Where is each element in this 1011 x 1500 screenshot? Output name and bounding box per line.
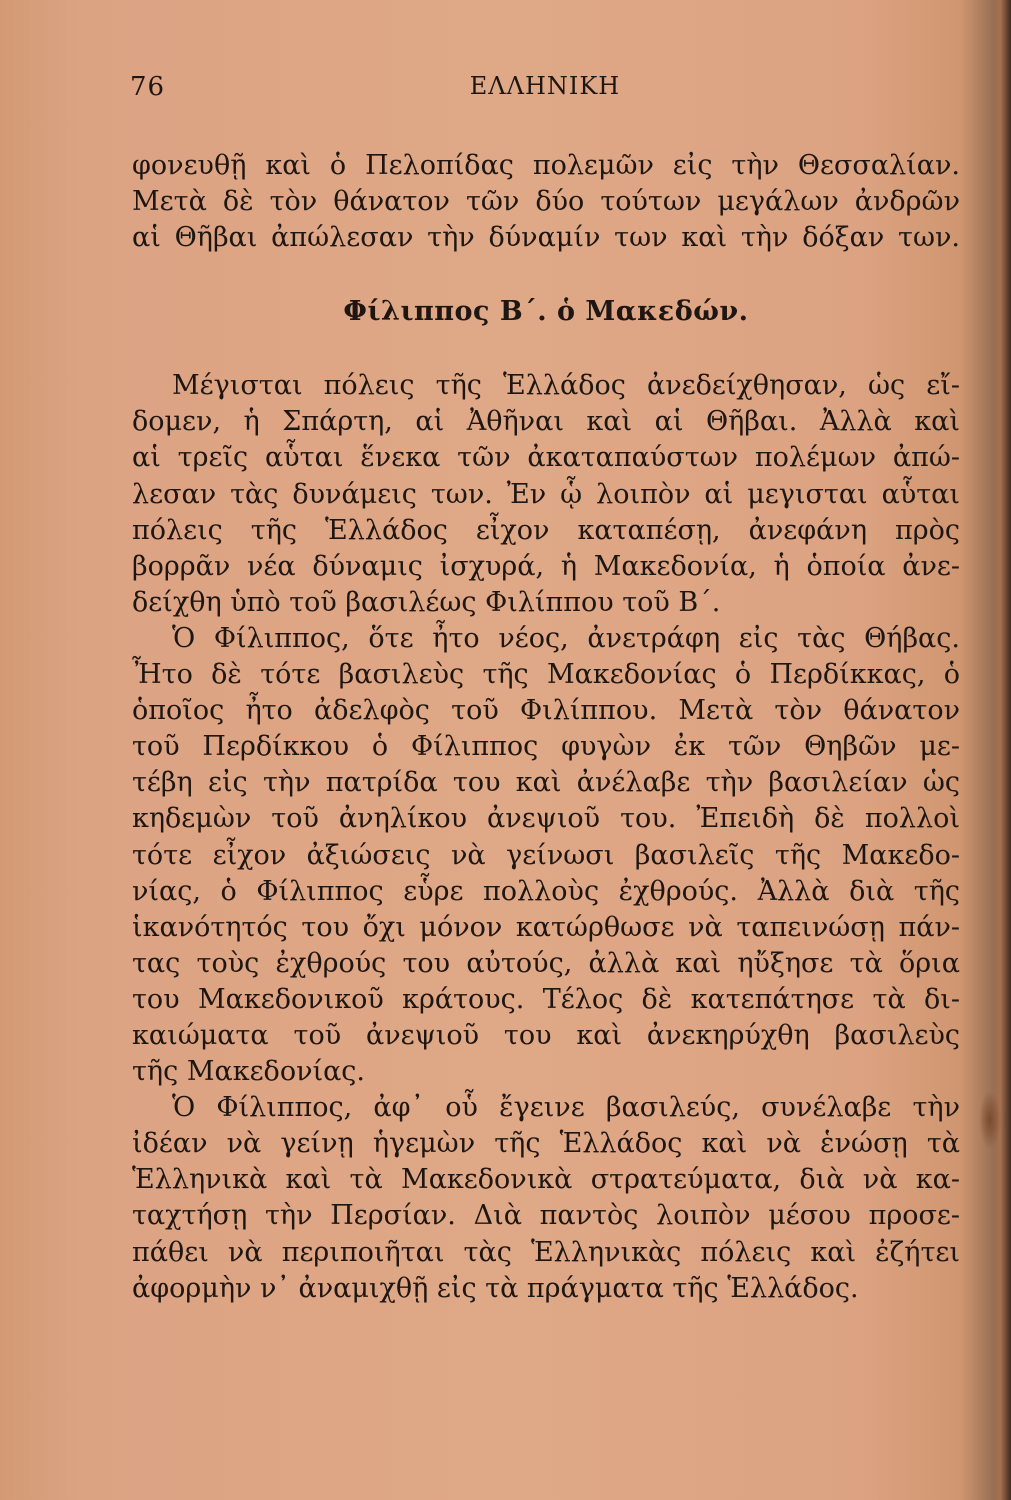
text-line: πάθει νὰ περιποιῆται τὰς Ἑλληνικὰς πόλεις καὶ ἐζήτει [132, 1236, 960, 1268]
running-head: ΕΛΛΗΝΙΚΗ [469, 72, 621, 100]
text-line: Ἦτο δὲ τότε βασιλεὺς τῆς Μακεδονίας ὁ Περδίκκας, ὁ [132, 659, 960, 691]
paragraph-3 [132, 1090, 960, 1307]
text-line: Ὁ Φίλιππος, ἀφ᾽ οὗ ἔγεινε βασιλεύς, συνέλαβε τὴν [172, 1092, 960, 1124]
text-line: νίας, ὁ Φίλιππος εὗρε πολλοὺς ἐχθρούς. Ἀλλὰ διὰ τῆς [132, 875, 960, 907]
paper-stain [979, 1090, 1001, 1150]
paragraph-1 [132, 368, 960, 621]
page-body [132, 148, 960, 1307]
text-line: Μετὰ δὲ τὸν θάνατον τῶν δύο τούτων μεγάλων ἀνδρῶν [132, 186, 960, 218]
text-line: Ἑλληνικὰ καὶ τὰ Μακεδονικὰ στρατεύματα, διὰ νὰ κα- [132, 1164, 960, 1196]
text-line: ἱκανότητός του ὄχι μόνον κατώρθωσε νὰ ταπεινώσῃ πάν- [132, 911, 960, 943]
text-line: δομεν, ἡ Σπάρτη, αἱ Ἀθῆναι καὶ αἱ Θῆβαι. Ἀλλὰ καὶ [132, 406, 960, 438]
page-header [130, 72, 960, 112]
text-line: τοῦ Περδίκκου ὁ Φίλιππος φυγὼν ἐκ τῶν Θηβῶν με- [132, 731, 960, 763]
page-edge-shadow [993, 0, 1011, 1500]
text-line: Μέγισται πόλεις τῆς Ἑλλάδος ἀνεδείχθησαν, ὡς εἴ- [172, 370, 960, 402]
text-line: τότε εἶχον ἀξιώσεις νὰ γείνωσι βασιλεῖς τῆς Μακεδο- [132, 839, 960, 871]
text-line: ἰδέαν νὰ γείνῃ ἡγεμὼν τῆς Ἑλλάδος καὶ νὰ ἑνώσῃ τὰ [132, 1128, 960, 1160]
section-title: Φίλιππος Β΄. ὁ Μακεδών. [343, 296, 749, 328]
paragraph-2 [132, 621, 960, 1090]
text-line: τας τοὺς ἐχθρούς του αὐτούς, ἀλλὰ καὶ ηὔξησε τὰ ὅρια [132, 947, 960, 979]
text-line: φονευθῇ καὶ ὁ Πελοπίδας πολεμῶν εἰς τὴν Θεσσαλίαν. [132, 150, 960, 181]
text-line: ταχτήσῃ τὴν Περσίαν. Διὰ παντὸς λοιπὸν μέσου προσε- [132, 1200, 960, 1232]
intro-paragraph [132, 148, 960, 256]
text-line: αἱ Θῆβαι ἀπώλεσαν τὴν δύναμίν των καὶ τὴν δόξαν των. [132, 222, 960, 254]
text-line: βορρᾶν νέα δύναμις ἰσχυρά, ἡ Μακεδονία, ἡ ὁποία ἀνε- [132, 550, 960, 582]
text-line: κηδεμὼν τοῦ ἀνηλίκου ἀνεψιοῦ του. Ἐπειδὴ δὲ πολλοὶ [132, 803, 960, 835]
text-line: του Μακεδονικοῦ κράτους. Τέλος δὲ κατεπάτησε τὰ δι- [132, 983, 960, 1015]
page-number: 76 [130, 72, 166, 102]
text-line: δείχθη ὑπὸ τοῦ βασιλέως Φιλίππου τοῦ Β΄. [132, 586, 721, 618]
text-line: καιώματα τοῦ ἀνεψιοῦ του καὶ ἀνεκηρύχθη βασιλεὺς [132, 1019, 960, 1051]
text-line: λεσαν τὰς δυνάμεις των. Ἐν ᾧ λοιπὸν αἱ μεγισται αὗται [132, 478, 960, 510]
text-line: πόλεις τῆς Ἑλλάδος εἶχον καταπέσῃ, ἀνεφάνη πρὸς [132, 514, 960, 546]
text-line: Ὁ Φίλιππος, ὅτε ἦτο νέος, ἀνετράφη εἰς τὰς Θήβας. [172, 622, 960, 654]
text-line: τέβη εἰς τὴν πατρίδα του καὶ ἀνέλαβε τὴν βασιλείαν ὡς [132, 767, 960, 799]
text-line: ἀφορμὴν ν᾽ ἀναμιχθῇ εἰς τὰ πράγματα τῆς Ἑλλάδος. [132, 1272, 859, 1304]
text-line: αἱ τρεῖς αὗται ἕνεκα τῶν ἀκαταπαύστων πολέμων ἀπώ- [132, 442, 960, 474]
text-line: τῆς Μακεδονίας. [132, 1056, 366, 1088]
text-line: ὁποῖος ἦτο ἀδελφὸς τοῦ Φιλίππου. Μετὰ τὸν θάνατον [132, 695, 960, 727]
